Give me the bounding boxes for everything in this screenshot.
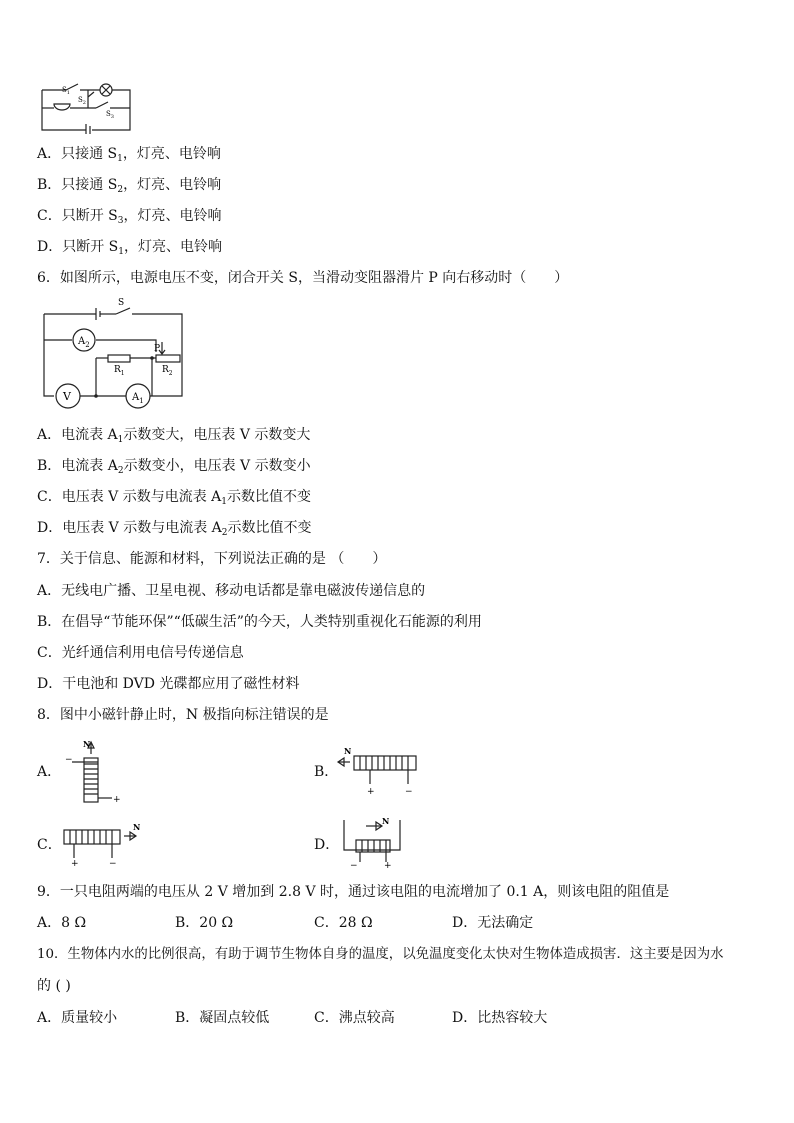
q5-option-a: A．只接通 $S_1$，灯亮、电铃响 xyxy=(37,146,221,164)
q8-label-b: B． xyxy=(314,764,339,780)
q10-option-b: B．凝固点较低 xyxy=(175,1010,270,1026)
q8-figure-c xyxy=(60,820,144,868)
q8-c-n-label: N xyxy=(133,822,141,832)
q8-figure-d xyxy=(338,814,408,870)
q9-option-b: B．20 Ω xyxy=(175,915,234,931)
q10-option-d: D．比热容较大 xyxy=(452,1010,548,1026)
q5-option-d: D．只断开 $S_1$，灯亮、电铃响 xyxy=(37,239,222,257)
q8-c-minus: − xyxy=(109,859,117,868)
q7-option-b: B．在倡导“节能环保”“低碳生活”的今天，人类特别重视化石能源的利用 xyxy=(37,614,482,630)
q5-label-s1: $S_1$ xyxy=(62,86,70,96)
q10-option-c: C．沸点较高 xyxy=(314,1010,395,1026)
q8-d-minus: − xyxy=(350,861,358,870)
q8-a-minus: − xyxy=(65,755,73,765)
q9-option-a: A．8 Ω xyxy=(37,915,87,931)
q8-b-plus: + xyxy=(367,787,375,796)
q10-stem-line1: 10．生物体内水的比例很高，有助于调节生物体自身的温度，以免温度变化太快对生物体造成损害．这主要是因为水 xyxy=(37,947,724,962)
q8-label-d: D． xyxy=(314,837,340,853)
q8-d-n-label: N xyxy=(382,816,390,826)
q9-option-d: D．无法确定 xyxy=(452,915,534,931)
q6-option-a: A．电流表 $A_1$示数变大，电压表 V 示数变大 xyxy=(37,427,311,445)
q6-label-p: P xyxy=(154,344,161,354)
q8-b-minus: − xyxy=(405,787,413,796)
q7-stem: 7．关于信息、能源和材料，下列说法正确的是 （ ） xyxy=(37,551,387,567)
q6-label-r1: $R_1$ xyxy=(114,365,125,377)
q10-option-a: A．质量较小 xyxy=(37,1010,118,1026)
q5-option-c: C．只断开 $S_3$，灯亮、电铃响 xyxy=(37,208,222,226)
q8-a-plus: + xyxy=(113,795,121,805)
q8-label-a: A． xyxy=(37,764,62,780)
q5-circuit-diagram xyxy=(40,80,140,134)
q6-stem: 6．如图所示，电源电压不变，闭合开关 S，当滑动变阻器滑片 P 向右移动时（ ） xyxy=(37,270,569,286)
q5-option-b: B．只接通 $S_2$，灯亮、电铃响 xyxy=(37,177,222,195)
q6-label-a1: $A_1$ xyxy=(132,392,144,405)
q5-label-s3: $S_3$ xyxy=(106,110,114,120)
q6-option-d: D．电压表 V 示数与电流表 $A_2$示数比值不变 xyxy=(37,520,312,538)
q8-b-n-label: N xyxy=(344,746,352,756)
q6-option-c: C．电压表 V 示数与电流表 $A_1$示数比值不变 xyxy=(37,489,312,507)
q6-label-a2: $A_2$ xyxy=(78,336,90,349)
q8-label-c: C． xyxy=(37,837,62,853)
q5-label-s2: $S_2$ xyxy=(78,96,86,106)
q6-circuit-diagram xyxy=(38,296,188,414)
q6-label-s: S xyxy=(118,298,125,308)
q8-d-plus: + xyxy=(384,861,392,870)
q7-option-d: D．干电池和 DVD 光碟都应用了磁性材料 xyxy=(37,676,300,692)
q8-c-plus: + xyxy=(71,859,79,868)
q7-option-c: C．光纤通信利用电信号传递信息 xyxy=(37,645,244,661)
q7-option-a: A．无线电广播、卫星电视、移动电话都是靠电磁波传递信息的 xyxy=(37,583,426,599)
q10-stem-line2: 的 ( ) xyxy=(37,978,71,994)
q6-label-v: V xyxy=(63,390,71,403)
q9-option-c: C．28 Ω xyxy=(314,915,373,931)
q6-label-r2: $R_2$ xyxy=(162,365,173,377)
q6-option-b: B．电流表 $A_2$示数变小，电压表 V 示数变小 xyxy=(37,458,311,476)
q8-a-n-label: N xyxy=(83,739,91,749)
q8-figure-a xyxy=(62,738,124,806)
q9-stem: 9．一只电阻两端的电压从 2 V 增加到 2.8 V 时，通过该电阻的电流增加了 0.1 A，则该电阻的阻值是 xyxy=(37,884,670,900)
q8-figure-b xyxy=(336,744,420,796)
q8-stem: 8．图中小磁针静止时，N 极指向标注错误的是 xyxy=(37,707,329,723)
